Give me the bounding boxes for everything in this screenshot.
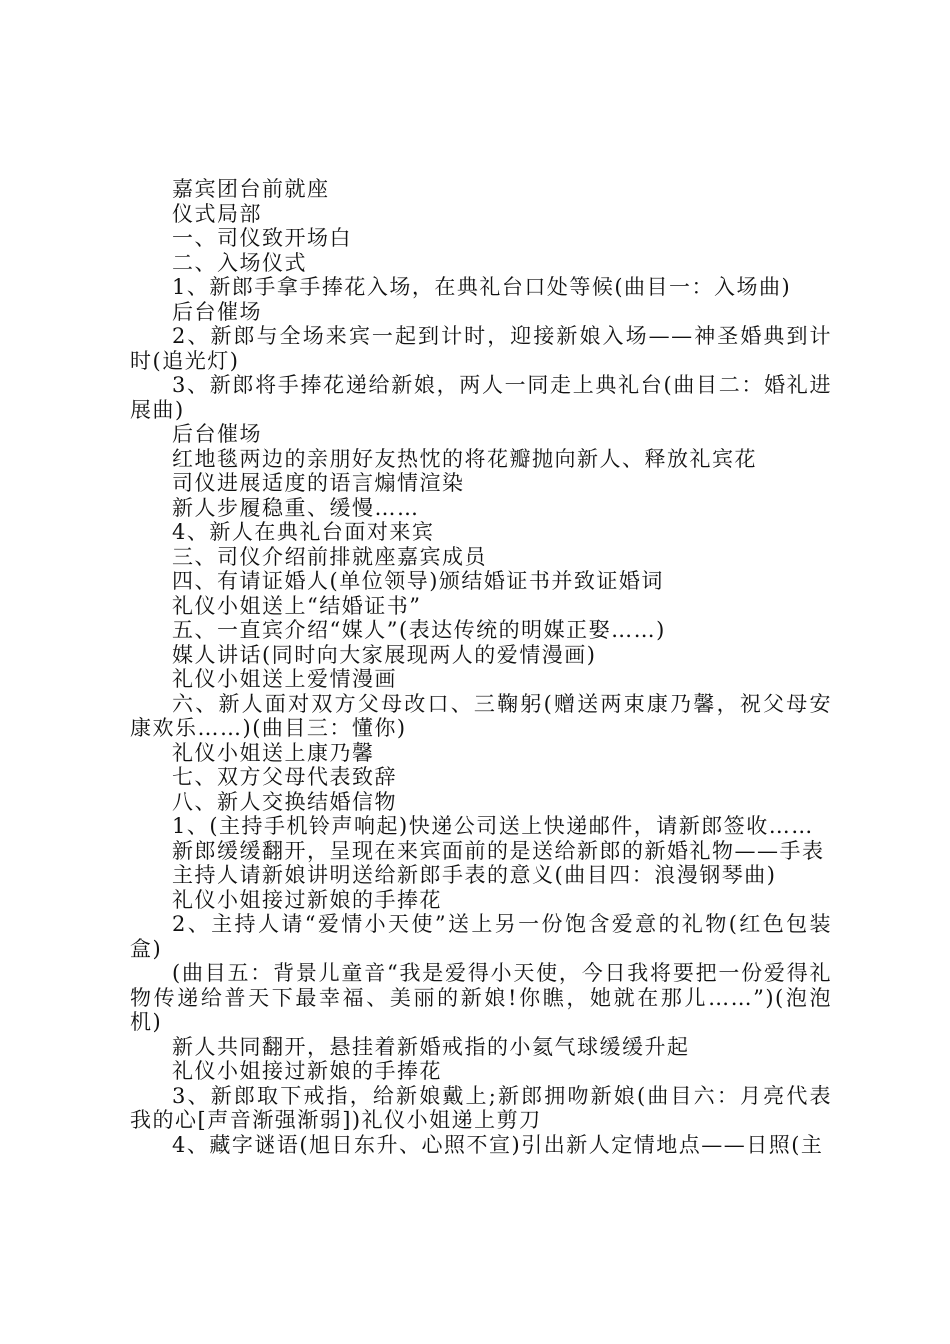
paragraph: 七、双方父母代表致辞 xyxy=(172,765,397,789)
paragraph: 后台催场 xyxy=(172,422,262,446)
paragraph: 3、新郎取下戒指，给新娘戴上;新郎拥吻新娘(曲目六：月亮代表我的心[声音渐强渐弱])礼仪小姐递上剪刀 xyxy=(130,1083,832,1132)
paragraph: 五、一直宾介绍“媒人”(表达传统的明媒正娶……) xyxy=(172,618,666,642)
paragraph: 2、新郎与全场来宾一起到计时，迎接新娘入场——神圣婚典到计时(追光灯) xyxy=(130,324,832,373)
paragraph: 新人共同翻开，悬挂着新婚戒指的小氦气球缓缓升起 xyxy=(172,1034,690,1059)
paragraph: 嘉宾团台前就座 xyxy=(172,177,330,201)
paragraph: 2、主持人请“爱情小天使”送上另一份饱含爱意的礼物(红色包装盒) xyxy=(130,912,832,961)
paragraph: 媒人讲话(同时向大家展现两人的爱情漫画) xyxy=(172,642,597,667)
paragraph: 1、新郎手拿手捧花入场，在典礼台口处等候(曲目一：入场曲) xyxy=(172,275,792,299)
paragraph: 三、司仪介绍前排就座嘉宾成员 xyxy=(172,544,487,569)
paragraph: 4、藏字谜语(旭日东升、心照不宣)引出新人定情地点——日照(主 xyxy=(172,1132,824,1157)
paragraph: 新郎缓缓翻开，呈现在来宾面前的是送给新郎的新婚礼物——手表 xyxy=(172,838,825,863)
paragraph: 礼仪小姐送上康乃馨 xyxy=(172,740,375,765)
paragraph: 新人步履稳重、缓慢…… xyxy=(172,495,420,520)
document-body xyxy=(130,177,832,1157)
paragraph: 后台催场 xyxy=(172,299,262,324)
paragraph: 四、有请证婚人(单位领导)颁结婚证书并致证婚词 xyxy=(172,569,664,593)
paragraph: 八、新人交换结婚信物 xyxy=(172,789,397,814)
paragraph: 礼仪小姐送上“结婚证书” xyxy=(172,593,422,618)
paragraph: 红地毯两边的亲朋好友热忱的将花瓣抛向新人、释放礼宾花 xyxy=(172,446,757,471)
paragraph: 礼仪小姐接过新娘的手捧花 xyxy=(172,887,442,912)
paragraph: 4、新人在典礼台面对来宾 xyxy=(172,520,435,544)
paragraph: 礼仪小姐送上爱情漫画 xyxy=(172,667,397,691)
paragraph: 六、新人面对双方父母改口、三鞠躬(赠送两束康乃馨，祝父母安康欢乐……)(曲目三：懂你) xyxy=(130,691,832,740)
paragraph: 一、司仪致开场白 xyxy=(172,226,352,250)
paragraph: 礼仪小姐接过新娘的手捧花 xyxy=(172,1059,442,1083)
paragraph: 司仪进展适度的语言煽情渲染 xyxy=(172,471,465,495)
paragraph: 3、新郎将手捧花递给新娘，两人一同走上典礼台(曲目二：婚礼进展曲) xyxy=(130,373,832,422)
paragraph: 二、入场仪式 xyxy=(172,250,307,275)
paragraph: 主持人请新娘讲明送给新郎手表的意义(曲目四：浪漫钢琴曲) xyxy=(172,863,777,887)
paragraph: 仪式局部 xyxy=(172,201,262,226)
paragraph: (曲目五：背景儿童音“我是爱得小天使，今日我将要把一份爱得礼物传递给普天下最幸福、美丽的新娘!你瞧，她就在那儿……”)(泡泡机) xyxy=(130,961,832,1034)
paragraph: 1、(主持手机铃声响起)快递公司送上快递邮件，请新郎签收…… xyxy=(172,814,814,838)
